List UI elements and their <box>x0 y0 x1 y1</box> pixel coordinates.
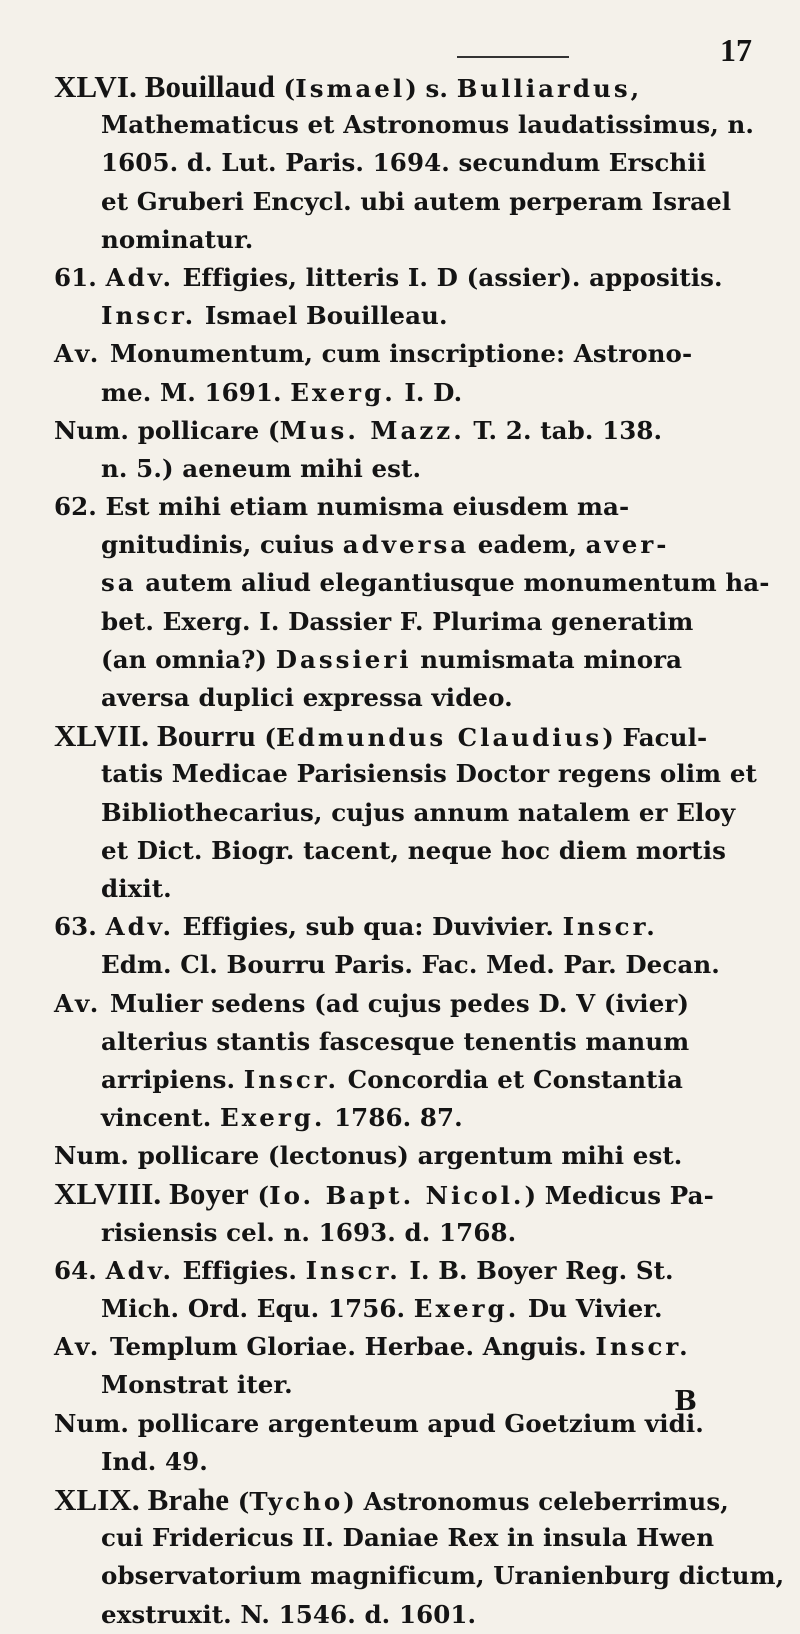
text-run: 61. <box>54 262 106 292</box>
text-line <box>54 870 758 908</box>
text-run: Av. <box>54 988 102 1018</box>
text-line <box>54 374 758 412</box>
text-run: Bulliardus <box>456 74 631 103</box>
text-run: Monumentum, cum inscriptione: Astrono- <box>101 339 693 369</box>
text-run: ( <box>274 74 296 103</box>
text-line <box>54 1290 758 1328</box>
text-run: gnitudinis, cuius <box>101 530 343 560</box>
text-line <box>54 412 758 450</box>
text-run: Adv. <box>105 262 175 292</box>
text-run: Concordia et Constantia <box>338 1064 683 1094</box>
text-run: nominatur. <box>101 224 254 254</box>
text-run: I. B. Boyer Reg. St. <box>400 1255 674 1285</box>
text-run: 63. <box>54 912 106 942</box>
text-line <box>54 1252 758 1290</box>
text-run: Boyer <box>169 1176 249 1212</box>
text-run: sa <box>101 568 137 598</box>
text-line <box>54 1405 758 1443</box>
text-run: Dassieri <box>275 644 412 674</box>
text-run: Av. <box>54 1332 102 1362</box>
text-line <box>54 1519 758 1557</box>
text-run: bet. Exerg. I. Dassier F. Plurima generatim <box>101 606 694 636</box>
text-line <box>54 755 758 793</box>
text-line <box>54 297 758 335</box>
text-run: I. D. <box>395 377 463 407</box>
text-run: me. M. 1691. <box>101 377 291 407</box>
text-run: risiensis cel. n. 1693. d. 1768. <box>101 1217 517 1247</box>
text-run: Inscr. <box>595 1332 691 1362</box>
text-run: autem aliud elegantiusque monumentum ha- <box>136 568 770 598</box>
text-run: 62. Est mihi etiam numisma eiusdem ma- <box>54 492 630 522</box>
text-run: Inscr. <box>101 301 197 331</box>
text-run: ) Astronomus celeberrimus, <box>343 1486 729 1516</box>
text-run: alterius stantis fascesque tenentis manum <box>101 1026 690 1056</box>
text-line <box>54 183 758 221</box>
text-run: XLIX. <box>54 1481 148 1517</box>
text-run: , <box>630 74 640 103</box>
text-run: XLVII. <box>54 718 157 754</box>
text-line <box>54 985 758 1023</box>
text-run: 1786. 87. <box>325 1103 463 1133</box>
text-run: Mus. Mazz. <box>279 415 465 445</box>
text-run: Adv. <box>105 1255 175 1285</box>
text-run: Adv. <box>105 912 175 942</box>
text-run: ) Facul- <box>602 723 708 753</box>
text-run: Inscr. <box>305 1255 401 1285</box>
text-run: Exerg. <box>290 377 396 407</box>
text-line <box>54 1137 758 1175</box>
text-line <box>54 794 758 832</box>
text-run: arripiens. <box>101 1064 244 1094</box>
text-line <box>54 106 758 144</box>
text-line <box>54 603 758 641</box>
text-line <box>54 526 758 564</box>
text-run: XLVI. <box>54 69 145 104</box>
page-header <box>0 14 800 68</box>
text-line <box>54 908 758 946</box>
text-run: adversa <box>342 530 470 560</box>
text-line <box>54 335 758 373</box>
text-run: Ismael <box>295 74 406 103</box>
text-run: Effigies, litteris I. D (assier). appositis. <box>174 262 723 292</box>
text-line <box>54 1061 758 1099</box>
text-line <box>54 1175 758 1213</box>
text-line <box>54 1099 758 1137</box>
text-run: ( <box>255 723 277 753</box>
text-run: n. 5.) aeneum mihi est. <box>101 453 422 483</box>
text-run: ) Medicus Pa- <box>524 1181 714 1211</box>
header-rule <box>457 56 569 58</box>
text-run: Mathematicus et Astronomus laudatissimus, n. <box>101 110 755 140</box>
text-run: tatis Medicae Parisiensis Doctor regens olim et <box>101 759 757 789</box>
text-run: Exerg. <box>219 1103 326 1133</box>
text-run: Edmundus Claudius <box>276 723 603 753</box>
text-run: Bourru <box>156 718 256 754</box>
text-run: Du Vivier. <box>519 1294 663 1323</box>
text-run: Mulier sedens (ad cujus pedes D. V (ivier) <box>101 988 690 1018</box>
text-run: 64. <box>54 1255 106 1285</box>
text-run: Num. pollicare argenteum apud Goetzium vidi. <box>54 1408 704 1438</box>
text-run: dixit. <box>101 873 172 903</box>
text-line <box>54 221 758 259</box>
text-run: cui Fridericus II. Daniae Rex in insula Hwen <box>101 1523 715 1553</box>
text-run: Exerg. <box>413 1294 520 1323</box>
text-line <box>54 488 758 526</box>
text-line <box>54 1481 758 1519</box>
text-run: vincent. <box>101 1103 220 1133</box>
text-line <box>54 946 758 984</box>
text-run: Av. <box>54 339 102 369</box>
text-run: Effigies, sub qua: Duvivier. <box>174 912 563 942</box>
text-line <box>54 641 758 679</box>
text-line <box>54 259 758 297</box>
text-line <box>54 832 758 870</box>
text-line <box>54 1366 758 1404</box>
text-run: et Dict. Biogr. tacent, neque hoc diem mortis <box>101 835 727 865</box>
text-run: (an omnia?) <box>101 644 276 674</box>
text-line <box>54 1557 785 1595</box>
text-line <box>54 1214 758 1252</box>
text-run: ( <box>229 1486 250 1516</box>
text-line <box>54 1328 758 1366</box>
text-run: ) s. <box>405 74 457 103</box>
text-line <box>54 68 758 106</box>
text-run: Templum Gloriae. Herbae. Anguis. <box>101 1332 596 1362</box>
text-run: Edm. Cl. Bourru Paris. Fac. Med. Par. Decan. <box>101 950 720 980</box>
text-run: numismata minora <box>411 644 683 674</box>
text-run: Io. Bapt. Nicol. <box>269 1181 525 1211</box>
text-run: Effigies. <box>174 1255 306 1285</box>
text-line <box>54 144 758 182</box>
text-line <box>54 1443 758 1481</box>
body-text <box>54 68 785 1634</box>
text-line <box>54 1596 758 1634</box>
text-run: exstruxit. N. 1546. d. 1601. <box>101 1599 477 1629</box>
text-run: Num. pollicare ( <box>54 415 280 445</box>
text-line <box>54 564 770 602</box>
page-number: 17 <box>720 32 752 68</box>
text-line <box>54 717 758 755</box>
text-run: 1605. d. Lut. Paris. 1694. secundum Erschii <box>101 148 707 178</box>
text-run: observatorium magnificum, Uranienburg dictum, <box>101 1561 785 1591</box>
text-run: Monstrat iter. <box>101 1370 293 1400</box>
text-line <box>54 1023 758 1061</box>
text-run: aversa duplici expressa video. <box>101 683 513 712</box>
text-run: Bibliothecarius, cujus annum natalem er Eloy <box>101 797 736 827</box>
text-run: Mich. Ord. Equ. 1756. <box>101 1294 414 1323</box>
text-run: eadem, <box>469 530 586 560</box>
text-line <box>54 450 758 488</box>
text-run: ( <box>248 1181 270 1211</box>
text-line <box>54 679 758 717</box>
text-run: aver- <box>585 530 670 560</box>
text-run: Inscr. <box>562 912 658 942</box>
text-run: Brahe <box>147 1481 230 1517</box>
text-run: T. 2. tab. 138. <box>464 415 663 445</box>
text-run: Ismael Bouilleau. <box>196 301 448 331</box>
signature-mark: B <box>674 1386 697 1417</box>
text-run: Bouillaud <box>144 69 275 104</box>
text-run: et Gruberi Encycl. ubi autem perperam Israel <box>101 186 732 216</box>
text-run: Tycho <box>249 1486 344 1516</box>
text-run: Ind. 49. <box>101 1446 208 1476</box>
text-run: XLVIII. <box>54 1176 170 1212</box>
text-run: Num. pollicare (lectonus) argentum mihi est. <box>54 1141 683 1171</box>
text-run: Inscr. <box>243 1064 339 1094</box>
